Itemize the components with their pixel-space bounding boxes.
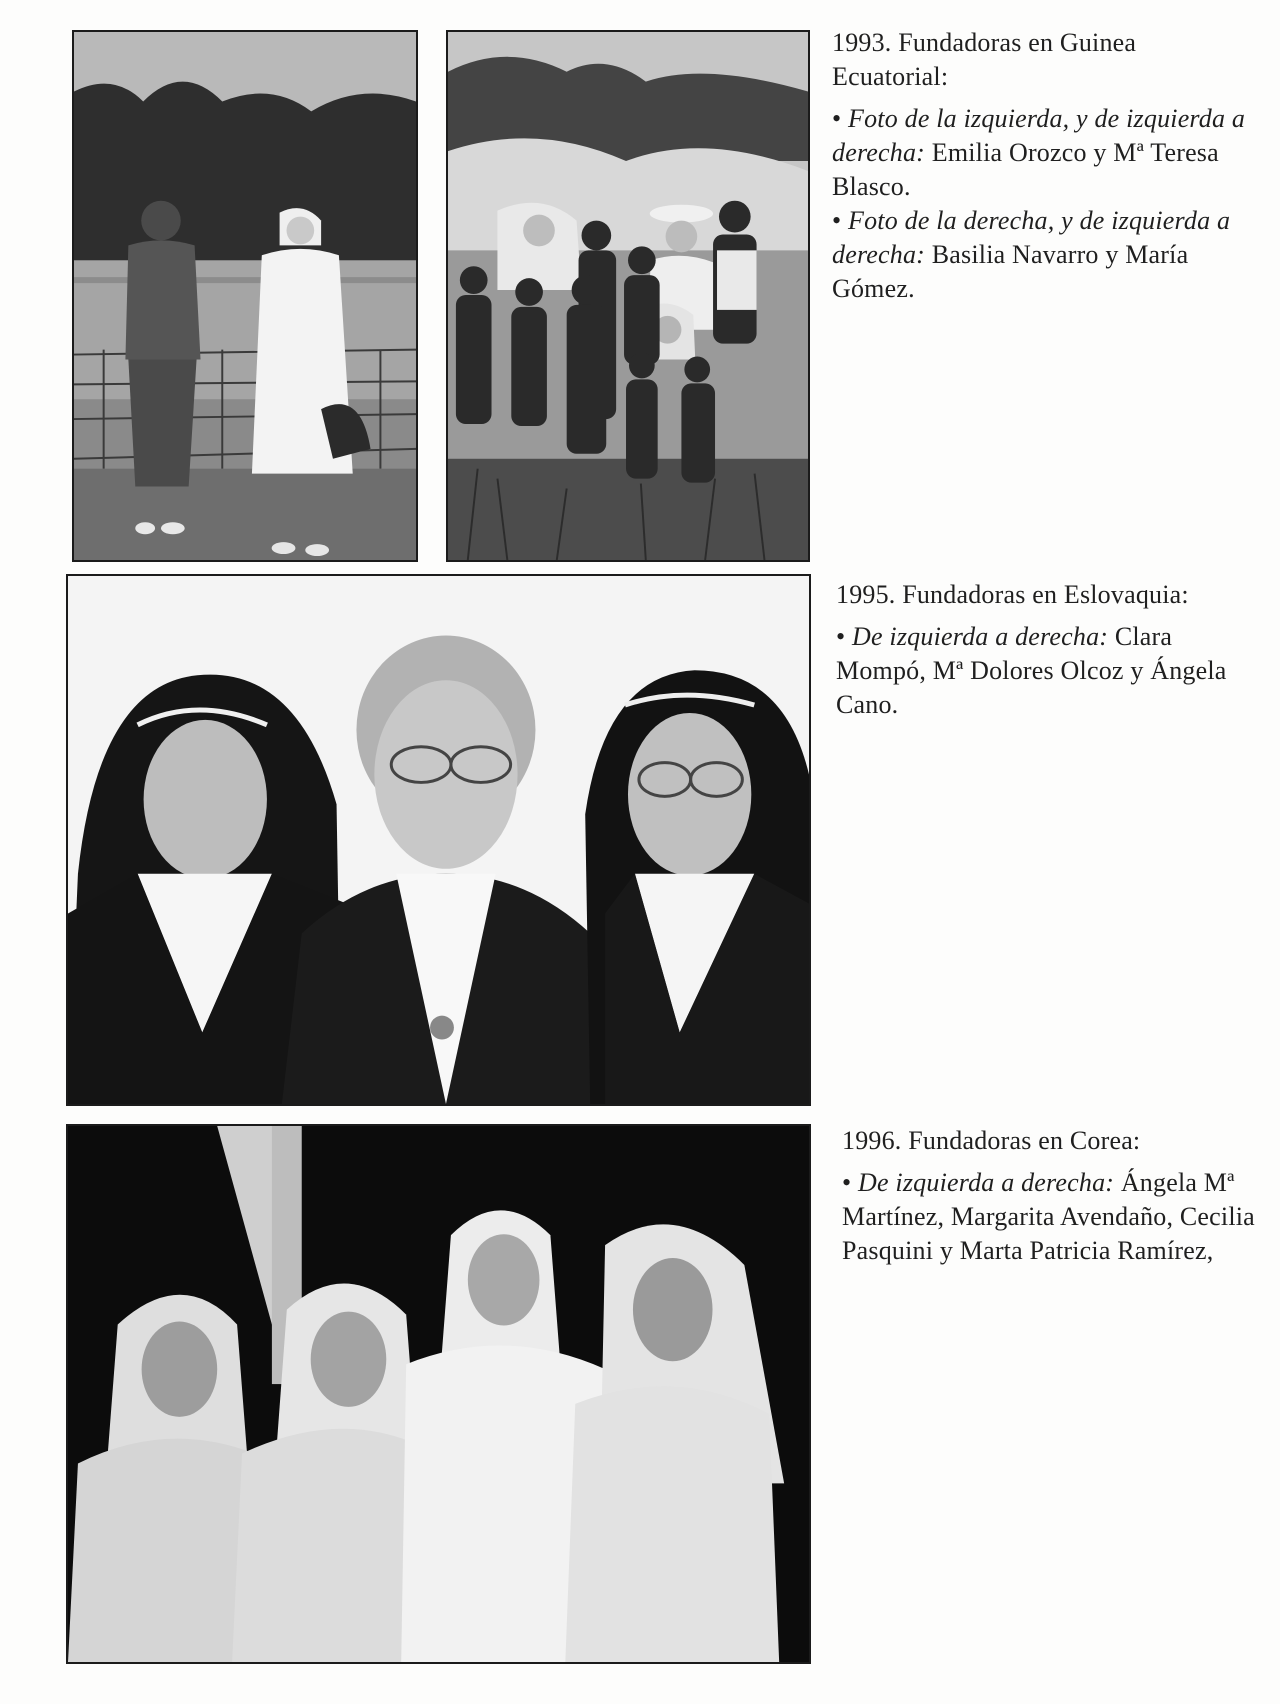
bullet-icon: • bbox=[842, 1168, 852, 1197]
caption-1995-year: 1995. bbox=[836, 580, 896, 609]
photo-1993-right bbox=[446, 30, 810, 562]
caption-1995-bullet-names: Clara Mompó, Mª Dolores Olcoz y Ángela Cano. bbox=[836, 622, 1227, 719]
caption-1996-bullet-names: Ángela Mª Martínez, Margarita Avendaño, Cecilia Pasquini y Marta Patricia Ramírez, bbox=[842, 1168, 1255, 1265]
caption-1993 bbox=[832, 26, 1252, 306]
caption-1996-title: Fundadoras en Corea: bbox=[901, 1126, 1141, 1155]
caption-1993-bullet-right bbox=[832, 204, 1252, 306]
caption-1995-bullet-lead: De izquierda a derecha: bbox=[852, 622, 1109, 651]
caption-1996-bullet-lead: De izquierda a derecha: bbox=[858, 1168, 1115, 1197]
caption-1993-bullet-left-names: Emilia Orozco y Mª Teresa Blasco. bbox=[832, 138, 1219, 201]
caption-1993-bullet-right-names: Basilia Navarro y María Gómez. bbox=[832, 240, 1189, 303]
caption-1993-year: 1993. bbox=[832, 28, 892, 57]
bullet-icon: • bbox=[832, 104, 842, 133]
bullet-icon: • bbox=[832, 206, 842, 235]
caption-1996-year: 1996. bbox=[842, 1126, 902, 1155]
caption-1995-heading bbox=[836, 578, 1256, 612]
caption-1996-bullet bbox=[842, 1166, 1262, 1268]
photo-1996 bbox=[66, 1124, 811, 1664]
caption-1995-title: Fundadoras en Eslovaquia: bbox=[895, 580, 1189, 609]
caption-1993-bullet-left-lead: Foto de la izquierda, y de izquierda a derecha: bbox=[832, 104, 1246, 167]
caption-1993-bullet-right-lead: Foto de la derecha, y de izquierda a derecha: bbox=[832, 206, 1231, 269]
caption-1996 bbox=[842, 1124, 1262, 1268]
photo-1995 bbox=[66, 574, 811, 1106]
caption-1993-title: Fundadoras en Guinea Ecuatorial: bbox=[832, 28, 1137, 91]
bullet-icon: • bbox=[836, 622, 846, 651]
caption-1993-bullet-left bbox=[832, 102, 1252, 204]
photo-1993-left bbox=[72, 30, 418, 562]
caption-1996-heading bbox=[842, 1124, 1262, 1158]
caption-1993-heading bbox=[832, 26, 1252, 94]
caption-1995 bbox=[836, 578, 1256, 722]
caption-1995-bullet bbox=[836, 620, 1256, 722]
